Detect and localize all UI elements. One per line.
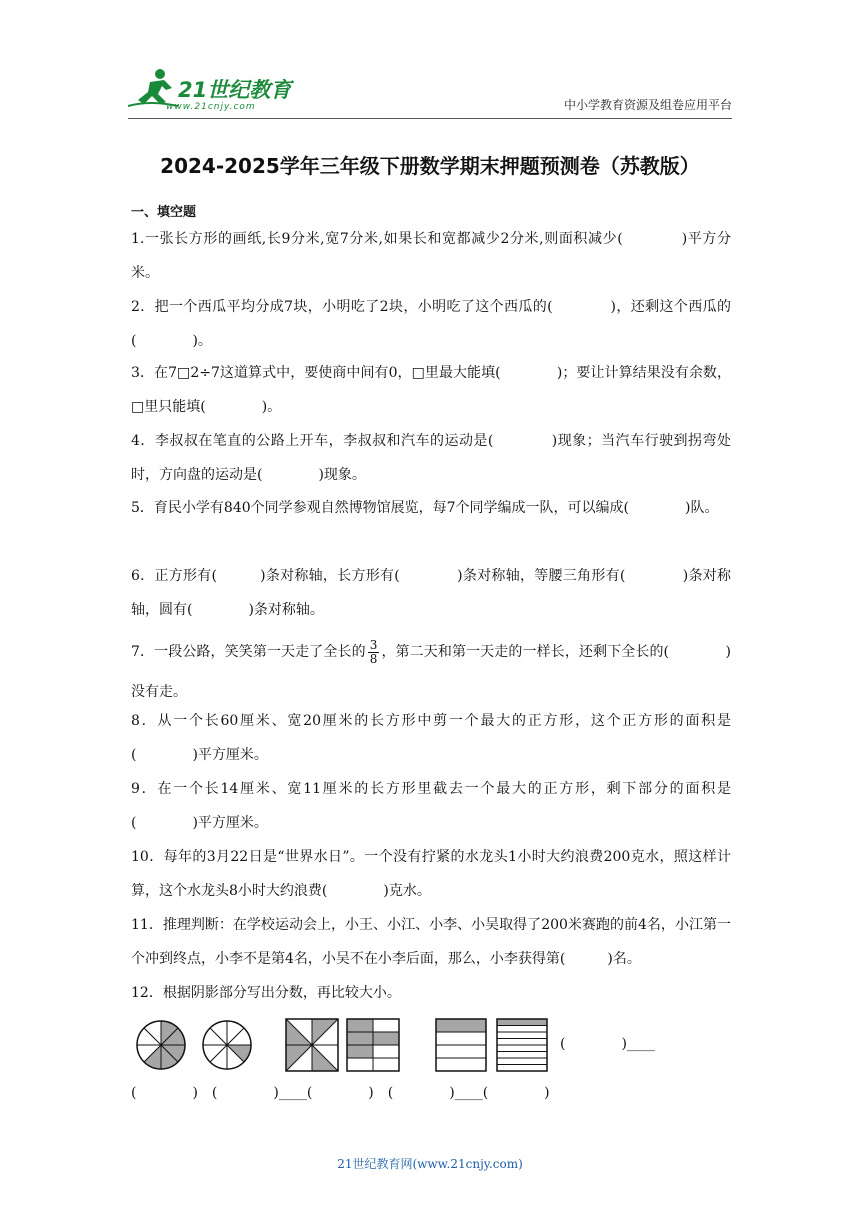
question-7-part-a: 7．一段公路，笑笑第一天走了全长的 — [131, 644, 366, 660]
question-5: 5．育民小学有840个同学参观自然博物馆展览，每7个同学编成一队，可以编成( )队。 — [131, 500, 719, 516]
circle-figure-2 — [203, 1021, 251, 1069]
answer-blank-row: ( ) ( )____( ) ( )____( ) — [131, 1085, 550, 1101]
answer-blank-right: ( )____ — [560, 1036, 655, 1052]
question-12: 12．根据阴影部分写出分数，再比较大小。 — [131, 985, 401, 1001]
section-title: 一、填空题 — [131, 205, 197, 220]
header-divider — [128, 118, 732, 119]
question-1: 1.一张长方形的画纸,长9分米,宽7分米,如果长和宽都减少2分米,则面积减少( )平方分米。 — [131, 231, 731, 281]
question-9: 9．在一个长14厘米、宽11厘米的长方形里截去一个最大的正方形，剩下部分的面积是( )平方厘米。 — [131, 781, 731, 831]
question-7-part-b: ，第二天和第一天走的一样长，还剩下全长的( )没有走。 — [131, 644, 731, 700]
fraction — [368, 639, 380, 666]
site-logo[interactable] — [120, 62, 300, 122]
page-title: 2024-2025学年三年级下册数学期末押题预测卷（苏教版） — [160, 154, 700, 178]
question-3: 3．在7□2÷7这道算式中，要使商中间有0，□里最大能填( )；要让计算结果没有余数，□里只能填( )。 — [131, 365, 731, 415]
question-8: 8．从一个长60厘米、宽20厘米的长方形中剪一个最大的正方形，这个正方形的面积是( )平方厘米。 — [131, 713, 731, 763]
question-7 — [131, 632, 731, 712]
question-11: 11．推理判断：在学校运动会上，小王、小江、小李、小吴取得了200米赛跑的前4名，小江第一个冲到终点，小李不是第4名，小吴不在小李后面，那么，小李获得第( )名。 — [131, 917, 731, 967]
rect-figure-1 — [436, 1019, 486, 1071]
square-figure-1 — [286, 1019, 338, 1071]
question-6: 6．正方形有( )条对称轴，长方形有( )条对称轴，等腰三角形有( )条对称轴，圆有( )条对称轴。 — [131, 568, 731, 618]
question-2: 2．把一个西瓜平均分成7块，小明吃了2块，小明吃了这个西瓜的( )，还剩这个西瓜的( )。 — [131, 299, 731, 349]
platform-label: 中小学教育资源及组卷应用平台 — [563, 98, 732, 112]
fraction-numerator: 3 — [369, 637, 378, 652]
fraction-denominator: 8 — [369, 651, 378, 666]
circle-figure-1 — [137, 1021, 185, 1069]
question-4: 4．李叔叔在笔直的公路上开车，李叔叔和汽车的运动是( )现象；当汽车行驶到拐弯处时，方向盘的运动是( )现象。 — [131, 433, 731, 483]
page-header — [0, 0, 860, 125]
logo-text: 21世纪教育 — [178, 78, 292, 102]
page-footer[interactable]: 21世纪教育网(www.21cnjy.com) — [337, 1157, 523, 1171]
logo-url: www.21cnjy.com — [166, 102, 256, 112]
rect-figure-2 — [497, 1019, 547, 1071]
question-10: 10．每年的3月22日是“世界水日”。一个没有拧紧的水龙头1小时大约浪费200克水，照这样计算，这个水龙头8小时大约浪费( )克水。 — [131, 849, 731, 899]
square-figure-2 — [347, 1019, 399, 1071]
